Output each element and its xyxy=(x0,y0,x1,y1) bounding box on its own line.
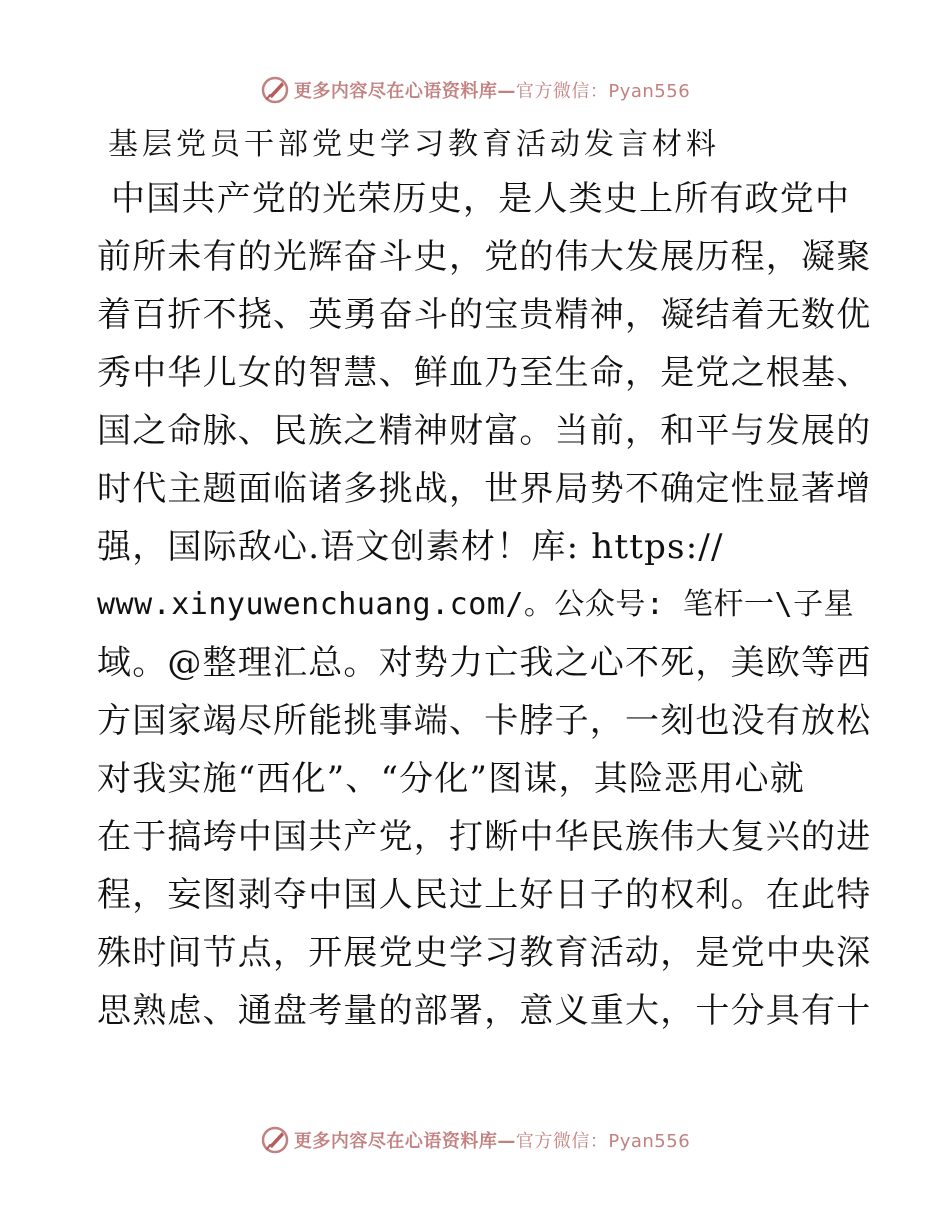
footer-watermark-text: 更多内容尽在心语资料库—官方微信：Pyan556 xyxy=(293,1131,691,1152)
footer-watermark-banner xyxy=(0,1122,950,1158)
footer-wechat-id: 官方微信：Pyan556 xyxy=(515,1131,691,1152)
header-wechat-id: 官方微信：Pyan556 xyxy=(515,81,691,102)
body-line: 对我实施“西化”、“分化”图谋，其险恶用心就 xyxy=(97,759,805,799)
body-line: 着百折不挠、英勇奋斗的宝贵精神，凝结着无数优 xyxy=(97,295,872,335)
body-line: 前所未有的光辉奋斗史，党的伟大发展历程，凝聚 xyxy=(97,237,872,277)
header-watermark-banner xyxy=(0,72,950,108)
document-body xyxy=(97,170,872,1040)
quill-circle-logo-icon xyxy=(260,75,290,105)
body-line: 思熟虑、通盘考量的部署，意义重大，十分具有十 xyxy=(97,991,872,1031)
body-line: 方国家竭尽所能挑事端、卡脖子，一刻也没有放松 xyxy=(97,701,872,741)
document-title: 基层党员干部党史学习教育活动发言材料 xyxy=(108,127,720,162)
quill-circle-logo-icon xyxy=(260,1125,290,1155)
body-line: www.xinyuwenchuang.com/。公众号: 笔杆一\子星 xyxy=(97,587,855,622)
body-line: 中国共产党的光荣历史，是人类史上所有政党中 xyxy=(111,179,851,219)
header-watermark-text: 更多内容尽在心语资料库—官方微信：Pyan556 xyxy=(293,81,691,102)
body-line: 国之命脉、民族之精神财富。当前，和平与发展的 xyxy=(97,411,872,451)
body-line: 程，妄图剥夺中国人民过上好日子的权利。在此特 xyxy=(97,875,872,915)
body-line: 在于搞垮中国共产党，打断中华民族伟大复兴的进 xyxy=(97,817,872,857)
body-line: 殊时间节点，开展党史学习教育活动，是党中央深 xyxy=(97,933,872,973)
body-line: 秀中华儿女的智慧、鲜血乃至生命，是党之根基、 xyxy=(97,353,872,393)
body-line: 时代主题面临诸多挑战，世界局势不确定性显著增 xyxy=(97,469,872,509)
body-line: 强，国际敌心.语文创素材！库: https:// xyxy=(97,527,724,567)
body-line: 域。@整理汇总。对势力亡我之心不死，美欧等西 xyxy=(97,643,872,683)
